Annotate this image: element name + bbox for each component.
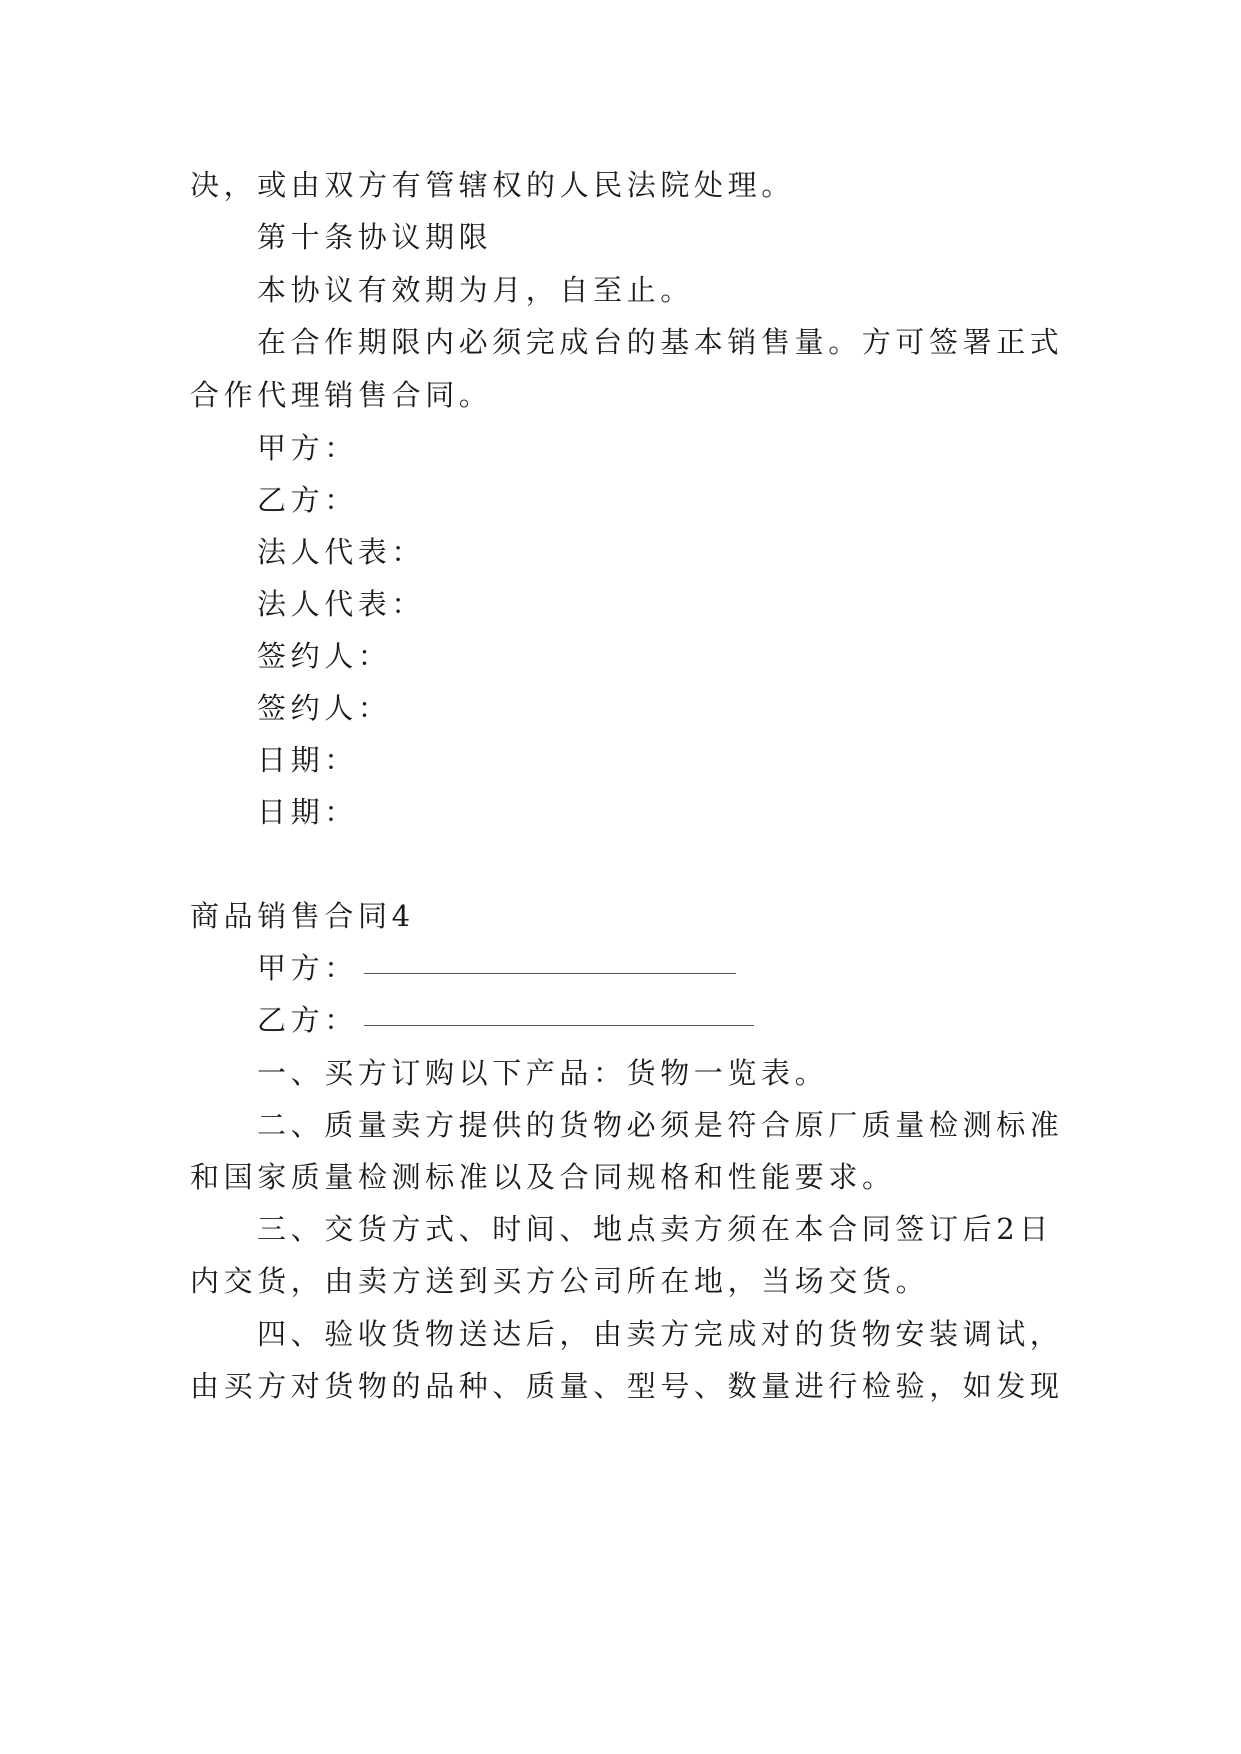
clause-line: 三、交货方式、时间、地点卖方须在本合同签订后2日 xyxy=(257,1212,1053,1246)
signature-date-a: 日期： xyxy=(257,743,358,777)
party-b-row xyxy=(257,1000,754,1040)
signature-legal-rep-b: 法人代表： xyxy=(257,587,426,621)
clause-line: 二、质量卖方提供的货物必须是符合原厂质量检测标准 xyxy=(257,1108,1064,1142)
signature-date-b: 日期： xyxy=(257,795,358,829)
paragraph-line: 决，或由双方有管辖权的人民法院处理。 xyxy=(190,168,795,202)
clause-line: 一、买方订购以下产品：货物一览表。 xyxy=(257,1056,829,1090)
signature-signer-a: 签约人： xyxy=(257,639,392,673)
party-a-row xyxy=(257,948,736,988)
signature-party-b: 乙方： xyxy=(257,483,358,517)
paragraph-line: 本协议有效期为月，自至止。 xyxy=(257,273,694,307)
clause-line: 由买方对货物的品种、质量、型号、数量进行检验，如发现 xyxy=(190,1369,1064,1403)
paragraph-line: 在合作期限内必须完成台的基本销售量。方可签署正式 xyxy=(257,325,1064,359)
paragraph-line: 合作代理销售合同。 xyxy=(190,378,493,412)
signature-signer-b: 签约人： xyxy=(257,691,392,725)
party-b-blank xyxy=(364,1024,754,1026)
clause-line: 四、验收货物送达后，由卖方完成对的货物安装调试， xyxy=(257,1317,1064,1351)
party-b-label: 乙方： xyxy=(257,1003,358,1037)
clause-line: 内交货，由卖方送到买方公司所在地，当场交货。 xyxy=(190,1264,930,1298)
party-a-label: 甲方： xyxy=(257,951,358,985)
article-heading: 第十条协议期限 xyxy=(257,220,493,254)
contract-title: 商品销售合同4 xyxy=(190,899,415,933)
clause-line: 和国家质量检测标准以及合同规格和性能要求。 xyxy=(190,1160,896,1194)
party-a-blank xyxy=(364,972,736,974)
signature-legal-rep-a: 法人代表： xyxy=(257,535,426,569)
signature-party-a: 甲方： xyxy=(257,431,358,465)
